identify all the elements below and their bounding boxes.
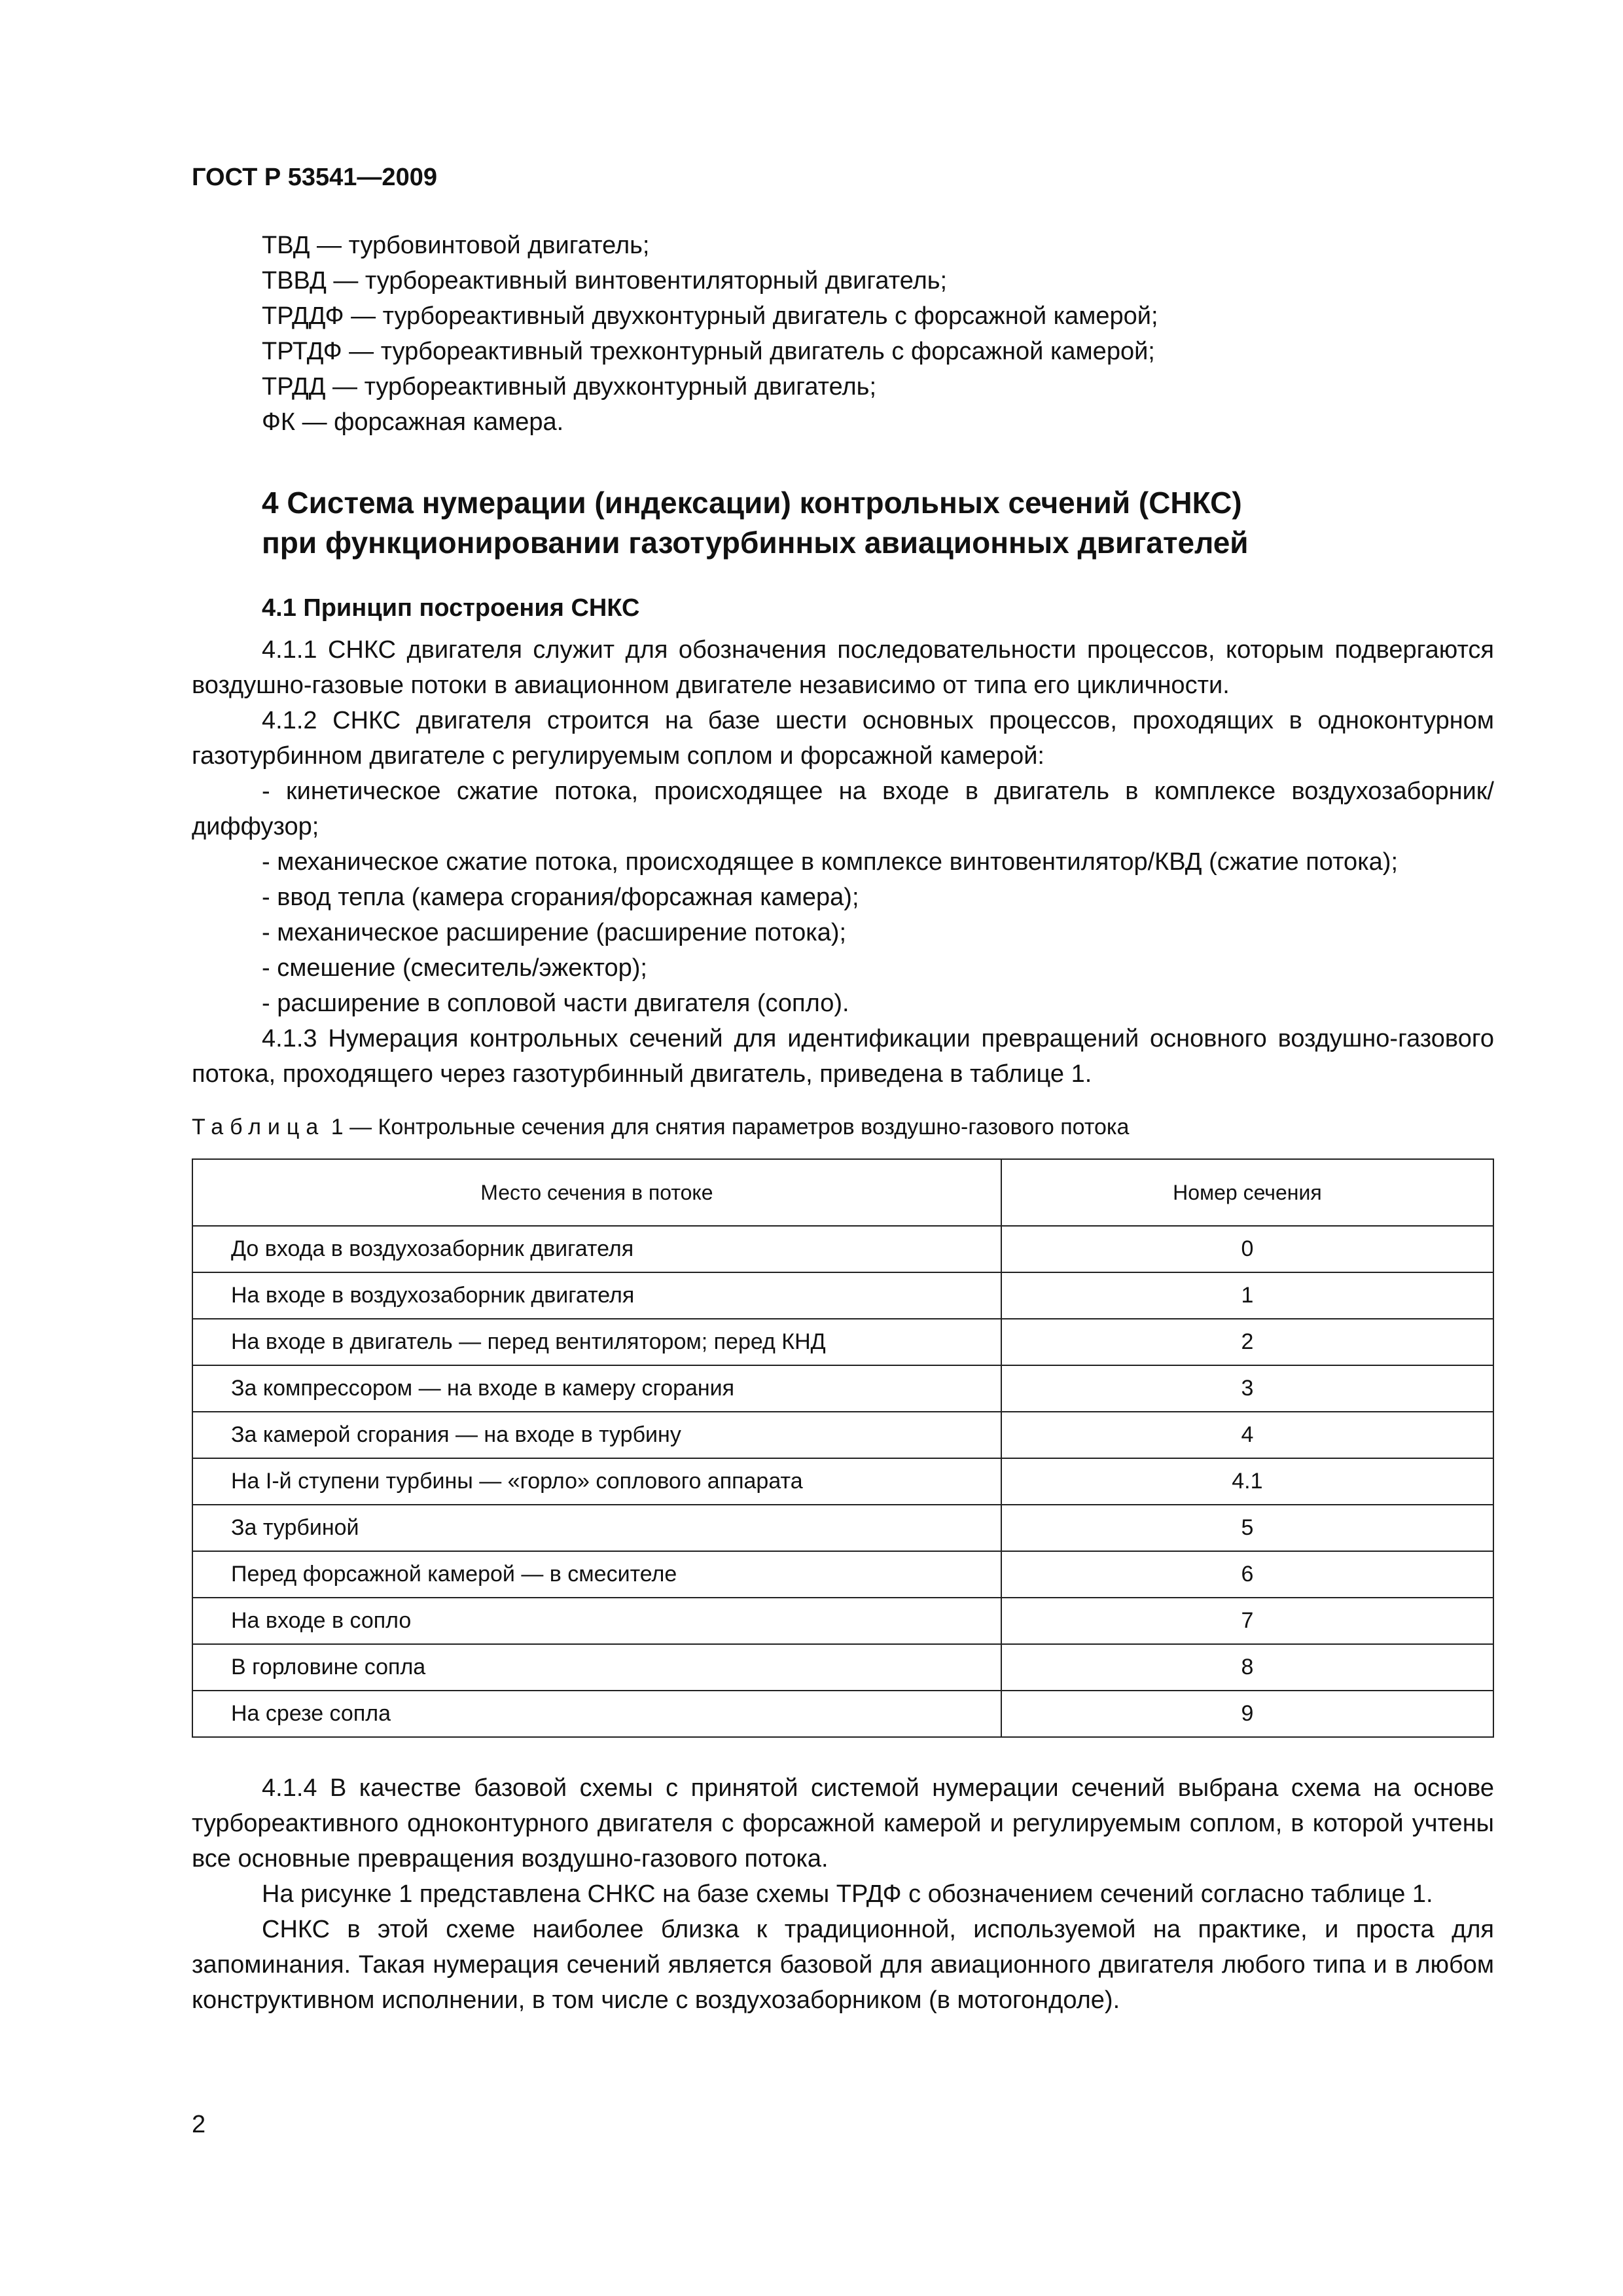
cell-place: Перед форсажной камерой — в смесителе xyxy=(192,1551,1001,1598)
table-caption-text: 1 — Контрольные сечения для снятия параметров воздушно-газового потока xyxy=(325,1115,1130,1139)
cell-number: 2 xyxy=(1001,1319,1493,1365)
page-number: 2 xyxy=(192,2111,206,2138)
process-item: - смешение (смеситель/эжектор); xyxy=(262,954,647,982)
after-table-body xyxy=(192,1770,1494,2018)
cell-number: 4 xyxy=(1001,1412,1493,1458)
column-header-number: Номер сечения xyxy=(1001,1159,1493,1226)
table-row xyxy=(192,1598,1493,1644)
process-item: - расширение в сопловой части двигателя (сопло). xyxy=(262,990,849,1017)
cell-place: За камерой сгорания — на входе в турбину xyxy=(192,1412,1001,1458)
table-row xyxy=(192,1505,1493,1551)
cell-number: 7 xyxy=(1001,1598,1493,1644)
process-item: - ввод тепла (камера сгорания/форсажная камера); xyxy=(262,884,859,911)
table-row xyxy=(192,1412,1493,1458)
cell-place: За компрессором — на входе в камеру сгорания xyxy=(192,1365,1001,1412)
paragraph-figure-reference: На рисунке 1 представлена СНКС на базе схемы ТРДФ с обозначением сечений согласно таблице 1. xyxy=(262,1880,1433,1908)
table-row xyxy=(192,1644,1493,1691)
cell-place: На входе в двигатель — перед вентилятором; перед КНД xyxy=(192,1319,1001,1365)
cell-number: 9 xyxy=(1001,1691,1493,1737)
process-item: - кинетическое сжатие потока, происходящее на входе в двигатель в комплексе воздухозаборник/диффузор; xyxy=(192,778,1494,840)
paragraph-4-1-4: 4.1.4 В качестве базовой схемы с принятой системой нумерации сечений выбрана схема на основе турбореактивного одноконтурного двигателя с форсажной камерой и регулируемым соплом, в которой учтены все основные превращения воздушно-газового потока. xyxy=(192,1774,1494,1873)
paragraph-4-1-2: 4.1.2 СНКС двигателя строится на базе шести основных процессов, проходящих в одноконтурном газотурбинном двигателе с регулируемым соплом и форсажной камерой: xyxy=(192,707,1494,770)
abbreviation-item: ТРДД — турбореактивный двухконтурный двигатель; xyxy=(262,373,876,401)
cell-number: 4.1 xyxy=(1001,1458,1493,1505)
table-row xyxy=(192,1319,1493,1365)
abbreviation-item: ФК — форсажная камера. xyxy=(262,408,564,436)
process-item: - механическое сжатие потока, происходящее в комплексе винтовентилятор/КВД (сжатие потока); xyxy=(262,848,1398,876)
cell-place: На входе в сопло xyxy=(192,1598,1001,1644)
table-row xyxy=(192,1365,1493,1412)
process-item: - механическое расширение (расширение потока); xyxy=(262,919,847,946)
cell-number: 3 xyxy=(1001,1365,1493,1412)
table-row xyxy=(192,1691,1493,1737)
cell-place: До входа в воздухозаборник двигателя xyxy=(192,1226,1001,1272)
cell-number: 6 xyxy=(1001,1551,1493,1598)
cell-number: 5 xyxy=(1001,1505,1493,1551)
table-row xyxy=(192,1226,1493,1272)
abbreviation-item: ТВД — турбовинтовой двигатель; xyxy=(262,232,650,259)
cell-place: На срезе сопла xyxy=(192,1691,1001,1737)
section-heading-line2: при функционировании газотурбинных авиационных двигателей xyxy=(262,526,1249,560)
section-heading-line1: 4 Система нумерации (индексации) контрольных сечений (СНКС) xyxy=(262,486,1242,520)
table-caption-label: Таблица xyxy=(192,1115,325,1139)
table-caption xyxy=(192,1115,1129,1140)
paragraph-4-1-3: 4.1.3 Нумерация контрольных сечений для идентификации превращений основного воздушно-газового потока, проходящего через газотурбинный двигатель, приведена в таблице 1. xyxy=(192,1025,1494,1088)
cell-number: 8 xyxy=(1001,1644,1493,1691)
table-row xyxy=(192,1458,1493,1505)
table-row xyxy=(192,1272,1493,1319)
abbreviation-list xyxy=(262,228,1158,440)
cell-number: 1 xyxy=(1001,1272,1493,1319)
cell-place: На входе в воздухозаборник двигателя xyxy=(192,1272,1001,1319)
paragraph-4-1-1: 4.1.1 СНКС двигателя служит для обозначения последовательности процессов, которым подвергаются воздушно-газовые потоки в авиационном двигателе независимо от типа его цикличности. xyxy=(192,636,1494,699)
sections-table xyxy=(192,1158,1494,1738)
table-row xyxy=(192,1551,1493,1598)
section-body xyxy=(192,632,1494,1092)
abbreviation-item: ТВВД — турбореактивный винтовентиляторный двигатель; xyxy=(262,267,948,295)
table-header-row xyxy=(192,1159,1493,1226)
abbreviation-item: ТРТДФ — турбореактивный трехконтурный двигатель с форсажной камерой; xyxy=(262,338,1155,365)
cell-place: В горловине сопла xyxy=(192,1644,1001,1691)
subsection-heading: 4.1 Принцип построения СНКС xyxy=(262,594,640,622)
cell-number: 0 xyxy=(1001,1226,1493,1272)
document-code: ГОСТ Р 53541—2009 xyxy=(192,164,437,191)
paragraph-snks-summary: СНКС в этой схеме наиболее близка к традиционной, используемой на практике, и проста для запоминания. Такая нумерация сечений является базовой для авиационного двигателя любого типа и в любом конструктивном исполнении, в том числе с воздухозаборником (в мотогондоле). xyxy=(192,1916,1494,2014)
cell-place: На I-й ступени турбины — «горло» соплового аппарата xyxy=(192,1458,1001,1505)
cell-place: За турбиной xyxy=(192,1505,1001,1551)
column-header-place: Место сечения в потоке xyxy=(192,1159,1001,1226)
abbreviation-item: ТРДДФ — турбореактивный двухконтурный двигатель с форсажной камерой; xyxy=(262,302,1158,330)
section-heading xyxy=(262,483,1249,563)
